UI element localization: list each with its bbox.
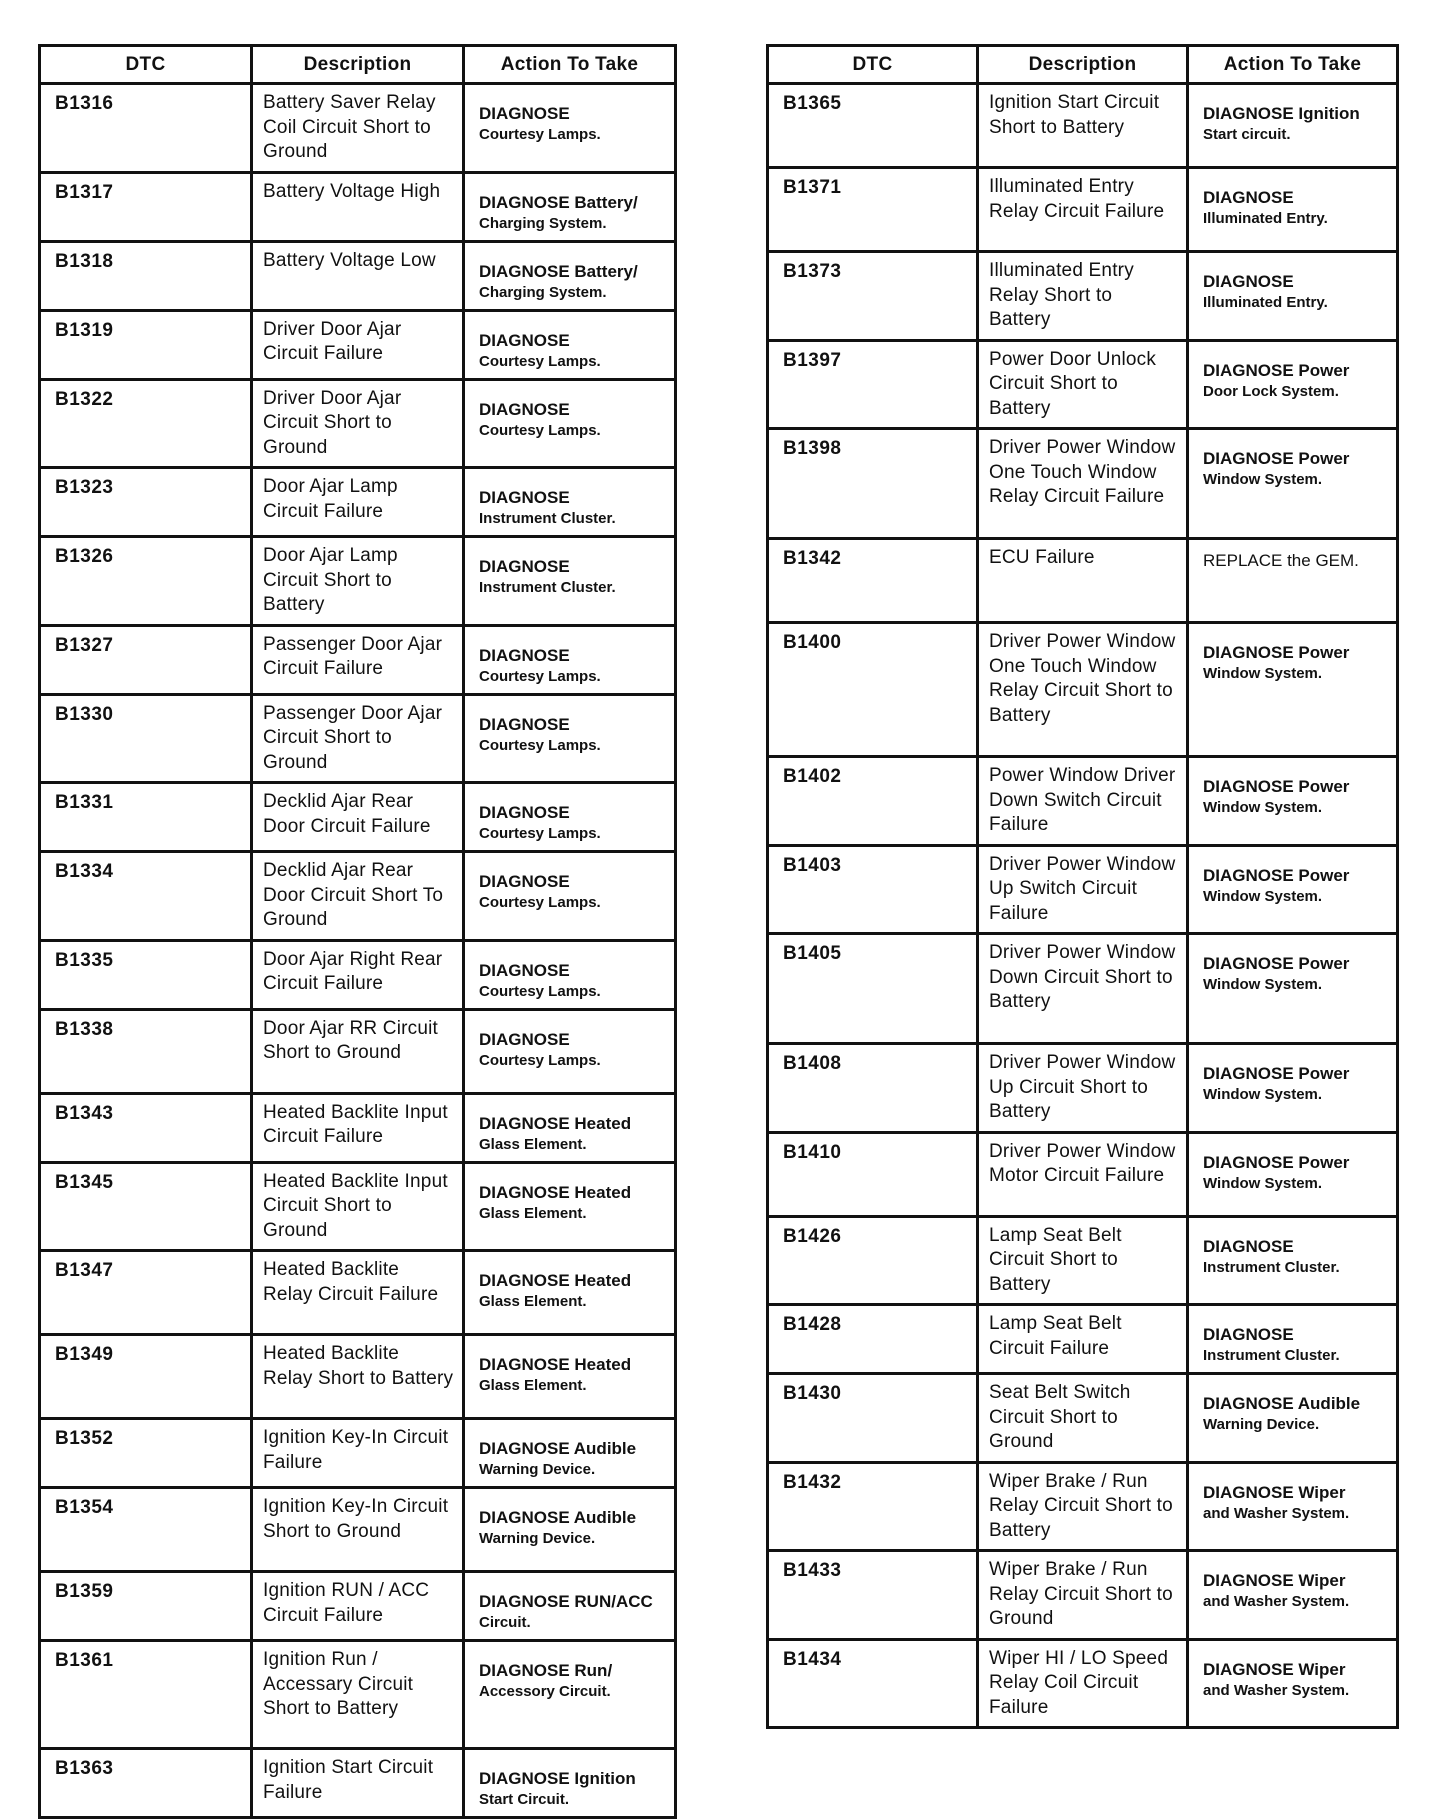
action-column-header: Action To Take [1188,46,1398,84]
action-cell [464,241,676,310]
action-cell [1188,1374,1398,1463]
dtc-code-cell: B1330 [40,694,252,783]
action-cell [464,1251,676,1335]
action-detail: Window System. [1203,1174,1323,1192]
table-row [40,84,676,173]
dtc-code-cell: B1408 [768,1044,978,1133]
action-cell [1188,934,1398,1044]
action-detail: Courtesy Lamps. [479,825,601,842]
dtc-code-cell: B1373 [768,252,978,341]
table-row [768,1044,1398,1133]
dtc-code-cell: B1316 [40,84,252,173]
action-heading: DIAGNOSE Audible [1203,1394,1361,1413]
action-detail: Charging System. [479,283,607,301]
action-detail: Courtesy Lamps. [479,667,601,685]
action-heading: DIAGNOSE [479,872,570,891]
table-row [40,1419,676,1488]
table-row [40,625,676,694]
table-row [768,623,1398,757]
action-cell [464,310,676,379]
description-column-header: Description [252,46,464,84]
table-row [40,1093,676,1162]
action-detail: Instrument Cluster. [1203,1258,1340,1276]
description-cell: Wiper Brake / Run Relay Circuit Short to Battery [978,1462,1188,1551]
dtc-code-cell: B1363 [40,1749,252,1818]
dtc-code-cell: B1359 [40,1572,252,1641]
table-row [40,1641,676,1749]
action-heading: DIAGNOSE Power [1203,643,1350,662]
action-detail: Window System. [1203,976,1323,993]
table-row [40,1162,676,1251]
description-cell: Decklid Ajar Rear Door Circuit Short To Ground [252,852,464,941]
action-heading: DIAGNOSE Wiper [1203,1659,1346,1679]
description-cell: Passenger Door Ajar Circuit Failure [252,625,464,694]
action-heading: DIAGNOSE Ignition [479,1769,636,1788]
description-cell: Battery Voltage Low [252,241,464,310]
description-cell: Power Window Driver Down Switch Circuit Failure [978,757,1188,846]
action-heading: DIAGNOSE [479,104,570,123]
action-heading: DIAGNOSE [1203,1236,1294,1256]
action-heading: DIAGNOSE [479,645,570,665]
description-cell: Heated Backlite Relay Circuit Failure [252,1251,464,1335]
table-row [40,1749,676,1818]
action-cell [464,1009,676,1093]
action-detail: Circuit. [479,1614,531,1631]
action-detail: Start circuit. [1203,126,1291,143]
table-row [40,241,676,310]
table-row [768,429,1398,539]
dtc-code-cell: B1430 [768,1374,978,1463]
table-row [768,84,1398,168]
description-cell: Heated Backlite Relay Short to Battery [252,1335,464,1419]
action-heading: REPLACE the GEM. [1203,551,1359,570]
action-detail: Window System. [1203,1086,1323,1103]
action-cell [464,625,676,694]
dtc-code-cell: B1410 [768,1132,978,1216]
description-cell: Driver Power Window Up Circuit Short to Battery [978,1044,1188,1133]
action-detail: Illuminated Entry. [1203,210,1328,227]
action-heading: DIAGNOSE Heated [479,1113,632,1133]
action-heading: DIAGNOSE Power [1203,360,1350,380]
dtc-code-cell: B1428 [768,1305,978,1374]
action-cell [1188,429,1398,539]
table-body-left [40,84,676,1818]
description-cell: Lamp Seat Belt Circuit Short to Battery [978,1216,1188,1305]
action-cell [464,1093,676,1162]
action-detail: Glass Element. [479,1377,587,1394]
description-cell: Driver Door Ajar Circuit Failure [252,310,464,379]
table-row [768,1132,1398,1216]
table-header-row [768,46,1398,84]
dtc-code-cell: B1397 [768,340,978,429]
action-cell [464,379,676,468]
action-detail: Start Circuit. [479,1791,570,1808]
action-cell [464,1749,676,1818]
action-cell [464,468,676,537]
action-cell [464,940,676,1009]
action-detail: Courtesy Lamps. [479,126,601,143]
action-cell [1188,757,1398,846]
action-detail: Accessory Circuit. [479,1683,611,1700]
table-row [768,757,1398,846]
table-row [768,1374,1398,1463]
action-detail: Door Lock System. [1203,382,1339,400]
description-cell: Battery Saver Relay Coil Circuit Short to Ground [252,84,464,173]
action-cell [1188,168,1398,252]
dtc-code-cell: B1361 [40,1641,252,1749]
action-detail: Warning Device. [479,1530,596,1547]
dtc-code-cell: B1326 [40,537,252,626]
action-heading: DIAGNOSE Power [1203,449,1350,468]
dtc-code-cell: B1405 [768,934,978,1044]
table-row [768,1462,1398,1551]
action-heading: DIAGNOSE Power [1203,1064,1350,1083]
action-cell [464,84,676,173]
action-cell [1188,1551,1398,1640]
action-cell [1188,1639,1398,1728]
action-heading: DIAGNOSE Heated [479,1182,632,1202]
table-row [768,1216,1398,1305]
description-cell: Battery Voltage High [252,172,464,241]
action-heading: DIAGNOSE [479,1029,570,1049]
action-detail: Courtesy Lamps. [479,421,601,439]
description-cell: Wiper Brake / Run Relay Circuit Short to Ground [978,1551,1188,1640]
action-heading: DIAGNOSE Wiper [1203,1482,1346,1502]
dtc-table-left [38,44,677,1819]
dtc-column-header: DTC [768,46,978,84]
table-row [40,468,676,537]
description-cell: ECU Failure [978,539,1188,623]
description-cell: Illuminated Entry Relay Short to Battery [978,252,1188,341]
table-row [768,340,1398,429]
description-cell: Wiper HI / LO Speed Relay Coil Circuit Failure [978,1639,1188,1728]
dtc-code-cell: B1400 [768,623,978,757]
action-detail: Courtesy Lamps. [479,1051,601,1069]
table-row [40,694,676,783]
action-detail: Warning Device. [479,1461,596,1478]
action-heading: DIAGNOSE [479,399,570,419]
action-detail: Window System. [1203,665,1323,682]
table-row [40,783,676,852]
action-heading: DIAGNOSE Power [1203,865,1350,885]
dtc-code-cell: B1433 [768,1551,978,1640]
action-detail: and Washer System. [1203,1681,1350,1699]
action-detail: Window System. [1203,887,1323,905]
action-cell [464,1488,676,1572]
action-heading: DIAGNOSE [479,714,570,734]
dtc-column-header: DTC [40,46,252,84]
action-cell [1188,1044,1398,1133]
dtc-code-cell: B1352 [40,1419,252,1488]
table-row [768,539,1398,623]
dtc-code-cell: B1343 [40,1093,252,1162]
dtc-code-cell: B1398 [768,429,978,539]
dtc-code-cell: B1331 [40,783,252,852]
description-cell: Lamp Seat Belt Circuit Failure [978,1305,1188,1374]
dtc-code-cell: B1322 [40,379,252,468]
table-row [40,379,676,468]
description-column-header: Description [978,46,1188,84]
action-cell [1188,623,1398,757]
action-heading: DIAGNOSE [479,960,570,980]
action-detail: and Washer System. [1203,1504,1350,1522]
dtc-code-cell: B1434 [768,1639,978,1728]
action-cell [464,537,676,626]
description-cell: Ignition Key-In Circuit Short to Ground [252,1488,464,1572]
action-cell [464,1572,676,1641]
action-heading: DIAGNOSE Audible [479,1439,637,1458]
dtc-code-cell: B1323 [40,468,252,537]
action-detail: Illuminated Entry. [1203,294,1328,311]
dtc-code-cell: B1432 [768,1462,978,1551]
description-cell: Ignition Key-In Circuit Failure [252,1419,464,1488]
action-cell [464,172,676,241]
dtc-code-cell: B1338 [40,1009,252,1093]
action-detail: Courtesy Lamps. [479,736,601,754]
action-cell [464,694,676,783]
action-heading: DIAGNOSE [479,557,570,576]
dtc-code-cell: B1342 [768,539,978,623]
action-heading: DIAGNOSE [1203,272,1294,291]
table-row [40,1009,676,1093]
description-cell: Driver Power Window One Touch Window Relay Circuit Failure [978,429,1188,539]
description-cell: Heated Backlite Input Circuit Failure [252,1093,464,1162]
table-row [40,310,676,379]
dtc-code-cell: B1335 [40,940,252,1009]
table-row [40,1335,676,1419]
description-cell: Ignition Run / Accessary Circuit Short to Battery [252,1641,464,1749]
action-heading: DIAGNOSE Battery/ [479,192,638,212]
table-row [768,252,1398,341]
description-cell: Power Door Unlock Circuit Short to Battery [978,340,1188,429]
action-cell [1188,1305,1398,1374]
action-heading: DIAGNOSE Power [1203,1152,1350,1172]
action-cell [1188,1462,1398,1551]
action-cell [464,1419,676,1488]
action-detail: Window System. [1203,799,1323,816]
description-cell: Driver Power Window Up Switch Circuit Failure [978,845,1188,934]
description-cell: Door Ajar Lamp Circuit Short to Battery [252,537,464,626]
action-cell [1188,539,1398,623]
description-cell: Driver Power Window Motor Circuit Failure [978,1132,1188,1216]
action-heading: DIAGNOSE [479,488,570,507]
dtc-code-cell: B1349 [40,1335,252,1419]
action-heading: DIAGNOSE Wiper [1203,1571,1346,1590]
table-row [768,168,1398,252]
action-detail: Glass Element. [479,1204,587,1222]
table-row [40,940,676,1009]
description-cell: Door Ajar RR Circuit Short to Ground [252,1009,464,1093]
description-cell: Door Ajar Lamp Circuit Failure [252,468,464,537]
action-cell [1188,340,1398,429]
action-cell [1188,84,1398,168]
table-row [768,934,1398,1044]
action-heading: DIAGNOSE RUN/ACC [479,1592,653,1611]
dtc-table-right [766,44,1399,1729]
action-heading: DIAGNOSE Power [1203,777,1350,796]
dtc-code-cell: B1327 [40,625,252,694]
dtc-code-cell: B1426 [768,1216,978,1305]
table-row [768,1551,1398,1640]
action-cell [464,1335,676,1419]
action-heading: DIAGNOSE Battery/ [479,261,638,281]
table-row [768,1305,1398,1374]
dtc-code-cell: B1347 [40,1251,252,1335]
action-column-header: Action To Take [464,46,676,84]
action-heading: DIAGNOSE Heated [479,1271,632,1290]
action-detail: Courtesy Lamps. [479,982,601,1000]
action-heading: DIAGNOSE Power [1203,954,1350,973]
dtc-code-cell: B1345 [40,1162,252,1251]
description-cell: Driver Door Ajar Circuit Short to Ground [252,379,464,468]
dtc-code-cell: B1403 [768,845,978,934]
action-heading: DIAGNOSE [1203,1325,1294,1344]
table-row [768,845,1398,934]
table-row [40,852,676,941]
description-cell: Driver Power Window One Touch Window Relay Circuit Short to Battery [978,623,1188,757]
action-heading: DIAGNOSE [479,803,570,822]
action-detail: Warning Device. [1203,1416,1320,1433]
dtc-code-cell: B1318 [40,241,252,310]
action-detail: Instrument Cluster. [479,579,616,596]
description-cell: Illuminated Entry Relay Circuit Failure [978,168,1188,252]
dtc-code-cell: B1354 [40,1488,252,1572]
action-cell [1188,1216,1398,1305]
table-row [768,1639,1398,1728]
description-cell: Driver Power Window Down Circuit Short to Battery [978,934,1188,1044]
dtc-code-cell: B1319 [40,310,252,379]
dtc-code-cell: B1317 [40,172,252,241]
table-body-right [768,84,1398,1728]
description-cell: Door Ajar Right Rear Circuit Failure [252,940,464,1009]
action-heading: DIAGNOSE Ignition [1203,104,1360,123]
action-heading: DIAGNOSE [479,330,570,350]
table-row [40,537,676,626]
action-cell [464,1641,676,1749]
action-cell [464,783,676,852]
description-cell: Ignition Start Circuit Failure [252,1749,464,1818]
action-detail: Window System. [1203,471,1323,488]
action-detail: and Washer System. [1203,1593,1350,1610]
description-cell: Passenger Door Ajar Circuit Short to Ground [252,694,464,783]
action-heading: DIAGNOSE [1203,188,1294,207]
table-row [40,1488,676,1572]
dtc-code-cell: B1402 [768,757,978,846]
table-row [40,1251,676,1335]
action-detail: Courtesy Lamps. [479,894,601,911]
action-heading: DIAGNOSE Run/ [479,1661,613,1680]
dtc-code-cell: B1371 [768,168,978,252]
dtc-code-cell: B1365 [768,84,978,168]
action-detail: Courtesy Lamps. [479,352,601,370]
action-cell [1188,252,1398,341]
table-row [40,172,676,241]
action-cell [1188,845,1398,934]
table-header-row [40,46,676,84]
description-cell: Decklid Ajar Rear Door Circuit Failure [252,783,464,852]
action-detail: Glass Element. [479,1293,587,1310]
description-cell: Seat Belt Switch Circuit Short to Ground [978,1374,1188,1463]
description-cell: Ignition Start Circuit Short to Battery [978,84,1188,168]
action-cell [1188,1132,1398,1216]
action-detail: Instrument Cluster. [1203,1347,1340,1364]
dtc-code-cell: B1334 [40,852,252,941]
action-detail: Glass Element. [479,1135,587,1153]
table-row [40,1572,676,1641]
action-detail: Instrument Cluster. [479,510,616,527]
action-detail: Charging System. [479,214,607,232]
description-cell: Ignition RUN / ACC Circuit Failure [252,1572,464,1641]
action-heading: DIAGNOSE Audible [479,1508,637,1527]
action-cell [464,852,676,941]
description-cell: Heated Backlite Input Circuit Short to Ground [252,1162,464,1251]
action-heading: DIAGNOSE Heated [479,1355,632,1374]
action-cell [464,1162,676,1251]
